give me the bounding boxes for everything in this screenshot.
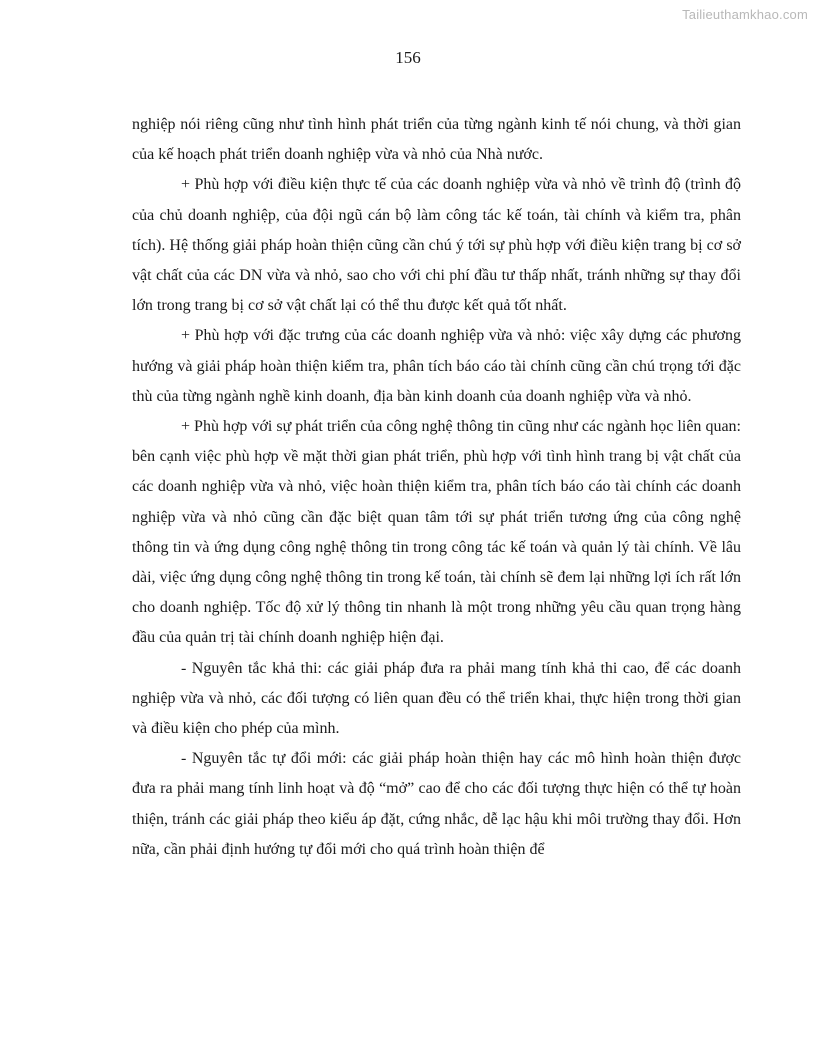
paragraph-characteristics: + Phù hợp với đặc trưng của các doanh nghiệp vừa và nhỏ: việc xây dựng các phương hướng và giải pháp hoàn thiện kiểm tra, phân tích báo cáo tài chính cũng cần chú trọng tới đặc thù của từng ngành nghề kinh doanh, địa bàn kinh doanh của doanh nghiệp vừa và nhỏ. [132, 327, 741, 405]
paragraph-self-renewal-principle: - Nguyên tắc tự đổi mới: các giải pháp hoàn thiện hay các mô hình hoàn thiện được đưa ra phải mang tính linh hoạt và độ “mở” cao để cho các đối tượng thực hiện có thể tự hoàn thiện, tránh các giải pháp theo kiểu áp đặt, cứng nhắc, dễ lạc hậu khi môi trường thay đổi. Hơn nữa, cần phải định hướng tự đổi mới cho quá trình hoàn thiện để [132, 750, 741, 858]
paragraph-information-technology: + Phù hợp với sự phát triển của công nghệ thông tin cũng như các ngành học liên quan: bên cạnh việc phù hợp về mặt thời gian phát triển, phù hợp với tình hình trang bị vật chất của các doanh nghiệp vừa và nhỏ, việc hoàn thiện kiểm tra, phân tích báo cáo tài chính các doanh nghiệp vừa và nhỏ cũng cần đặc biệt quan tâm tới sự phát triển tương ứng của công nghệ thông tin và ứng dụng công nghệ thông tin trong công tác kế toán và quản lý tài chính. Về lâu dài, việc ứng dụng công nghệ thông tin trong kế toán, tài chính sẽ đem lại những lợi ích rất lớn cho doanh nghiệp. Tốc độ xử lý thông tin nhanh là một trong những yêu cầu quan trọng hàng đầu của quản trị tài chính doanh nghiệp hiện đại. [132, 418, 741, 647]
paragraph-feasibility-principle: - Nguyên tắc khả thi: các giải pháp đưa ra phải mang tính khả thi cao, để các doanh nghiệp vừa và nhỏ, các đối tượng có liên quan đều có thể triển khai, thực hiện trong thời gian và điều kiện cho phép của mình. [132, 659, 741, 738]
paragraph-continuation: nghiệp nói riêng cũng như tình hình phát triển của từng ngành kinh tế nói chung, và thời gian của kế hoạch phát triển doanh nghiệp vừa và nhỏ của Nhà nước. [132, 116, 741, 164]
paragraph-practical-conditions: + Phù hợp với điều kiện thực tế của các doanh nghiệp vừa và nhỏ về trình độ (trình độ của chủ doanh nghiệp, của đội ngũ cán bộ làm công tác kế toán, tài chính và kiểm tra, phân tích). Hệ thống giải pháp hoàn thiện cũng cần chú ý tới sự phù hợp với điều kiện trang bị cơ sở vật chất của các DN vừa và nhỏ, sao cho với chi phí đầu tư thấp nhất, tránh những sự thay đổi lớn trong trang bị cơ sở vật chất lại có thể thu được kết quả tốt nhất. [132, 176, 741, 315]
page-number: 156 [395, 48, 421, 67]
watermark: Tailieuthamkhao.com [682, 7, 808, 22]
body-text [132, 110, 741, 865]
